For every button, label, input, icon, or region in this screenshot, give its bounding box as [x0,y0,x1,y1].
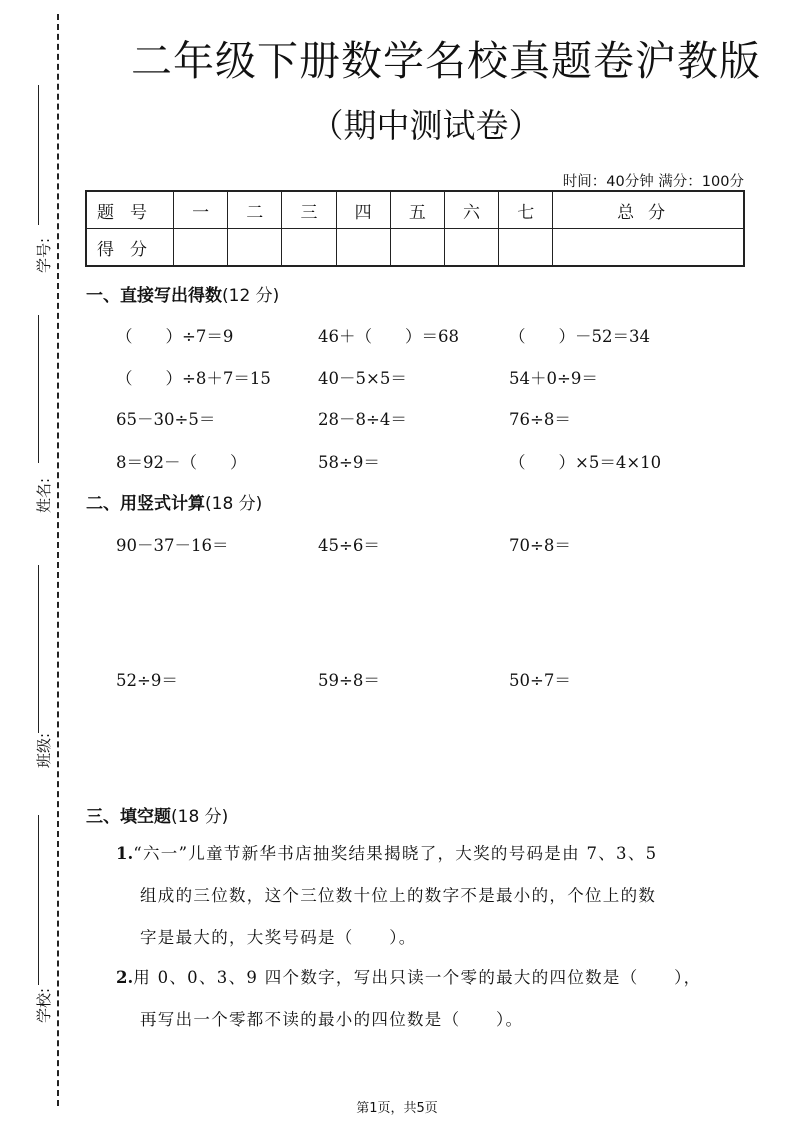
section-1-points: (12 分) [222,286,280,306]
score-cell[interactable] [228,229,282,267]
student-no-underline [38,85,39,225]
score-header-cell: 三 [282,191,336,229]
page-subtitle: （期中测试卷） [310,106,542,145]
score-header-cell: 四 [336,191,390,229]
exam-meta: 时间：40分钟 满分：100分 [562,174,744,190]
score-cell[interactable] [282,229,336,267]
problem: 76÷8＝ [509,410,571,429]
question-2-number: 2. [116,968,134,987]
class-label: 班级: [35,732,54,769]
school-field [22,815,52,1045]
problem: 40－5×5＝ [318,369,407,388]
question-1-line: 组成的三位数，这个三位数十位上的数字不是最小的，个位上的数 [140,886,657,905]
question-2-line: 用 0、0、3、9 四个数字，写出只读一个零的最大的四位数是（ ）， [133,968,702,987]
score-cell[interactable] [444,229,498,267]
score-table-header-row [86,191,744,229]
school-label: 学校: [35,987,54,1024]
score-header-cell: 五 [390,191,444,229]
score-header-cell: 二 [228,191,282,229]
score-row-label: 得分 [86,229,174,267]
section-1-title: 一、直接写出得数 [86,286,222,306]
problem: 45÷6＝ [318,536,380,555]
score-header-cell: 七 [499,191,553,229]
binding-margin [0,0,70,1123]
problem: 58÷9＝ [318,453,380,472]
problem: （ ）÷7＝9 [116,327,234,346]
page-title: 二年级下册数学名校真题卷沪教版 [131,37,761,85]
problem: （ ）÷8＋7＝15 [116,369,271,388]
problem: 50÷7＝ [509,671,571,690]
score-table [85,190,745,267]
problem: 70÷8＝ [509,536,571,555]
problem: （ ）－52＝34 [509,327,650,346]
question-2-line: 再写出一个零都不读的最小的四位数是（ ）。 [140,1010,524,1029]
section-2-points: (18 分) [205,494,263,514]
section-3-heading [86,802,228,827]
student-no-label: 学号: [35,237,54,274]
problem: 54＋0÷9＝ [509,369,598,388]
score-table-score-row [86,229,744,267]
section-1-heading [86,281,279,306]
problem: 8＝92－（ ） [116,453,247,472]
problem: 90－37－16＝ [116,536,229,555]
class-underline [38,565,39,733]
score-cell[interactable] [336,229,390,267]
section-3-title: 三、填空题 [86,807,171,827]
student-no-field [22,85,52,275]
name-field [22,315,52,515]
score-header-cell: 一 [174,191,228,229]
name-label: 姓名: [35,477,54,514]
question-1-line: “六一”儿童节新华书店抽奖结果揭晓了，大奖的号码是由 7、3、5 [133,844,658,863]
score-cell[interactable] [390,229,444,267]
problem: 65－30÷5＝ [116,410,216,429]
page-footer: 第1页，共5页 [356,1101,438,1116]
score-header-cell: 题号 [86,191,174,229]
question-1-number: 1. [116,844,134,863]
section-3-points: (18 分) [171,807,229,827]
problem: 52÷9＝ [116,671,178,690]
question-1-line: 字是最大的，大奖号码是（ ）。 [140,928,417,947]
binding-dashed-line [57,14,59,1106]
section-2-title: 二、用竖式计算 [86,494,205,514]
score-cell[interactable] [499,229,553,267]
question-1 [116,833,756,959]
question-2 [116,957,756,1041]
section-2-heading [86,489,262,514]
score-header-cell: 总分 [553,191,744,229]
problem: （ ）×5＝4×10 [509,453,662,472]
score-cell[interactable] [174,229,228,267]
class-field [22,565,52,785]
score-cell[interactable] [553,229,744,267]
school-underline [38,815,39,985]
name-underline [38,315,39,463]
problem: 59÷8＝ [318,671,380,690]
problem: 46＋（ ）＝68 [318,327,459,346]
problem: 28－8÷4＝ [318,410,407,429]
score-header-cell: 六 [444,191,498,229]
